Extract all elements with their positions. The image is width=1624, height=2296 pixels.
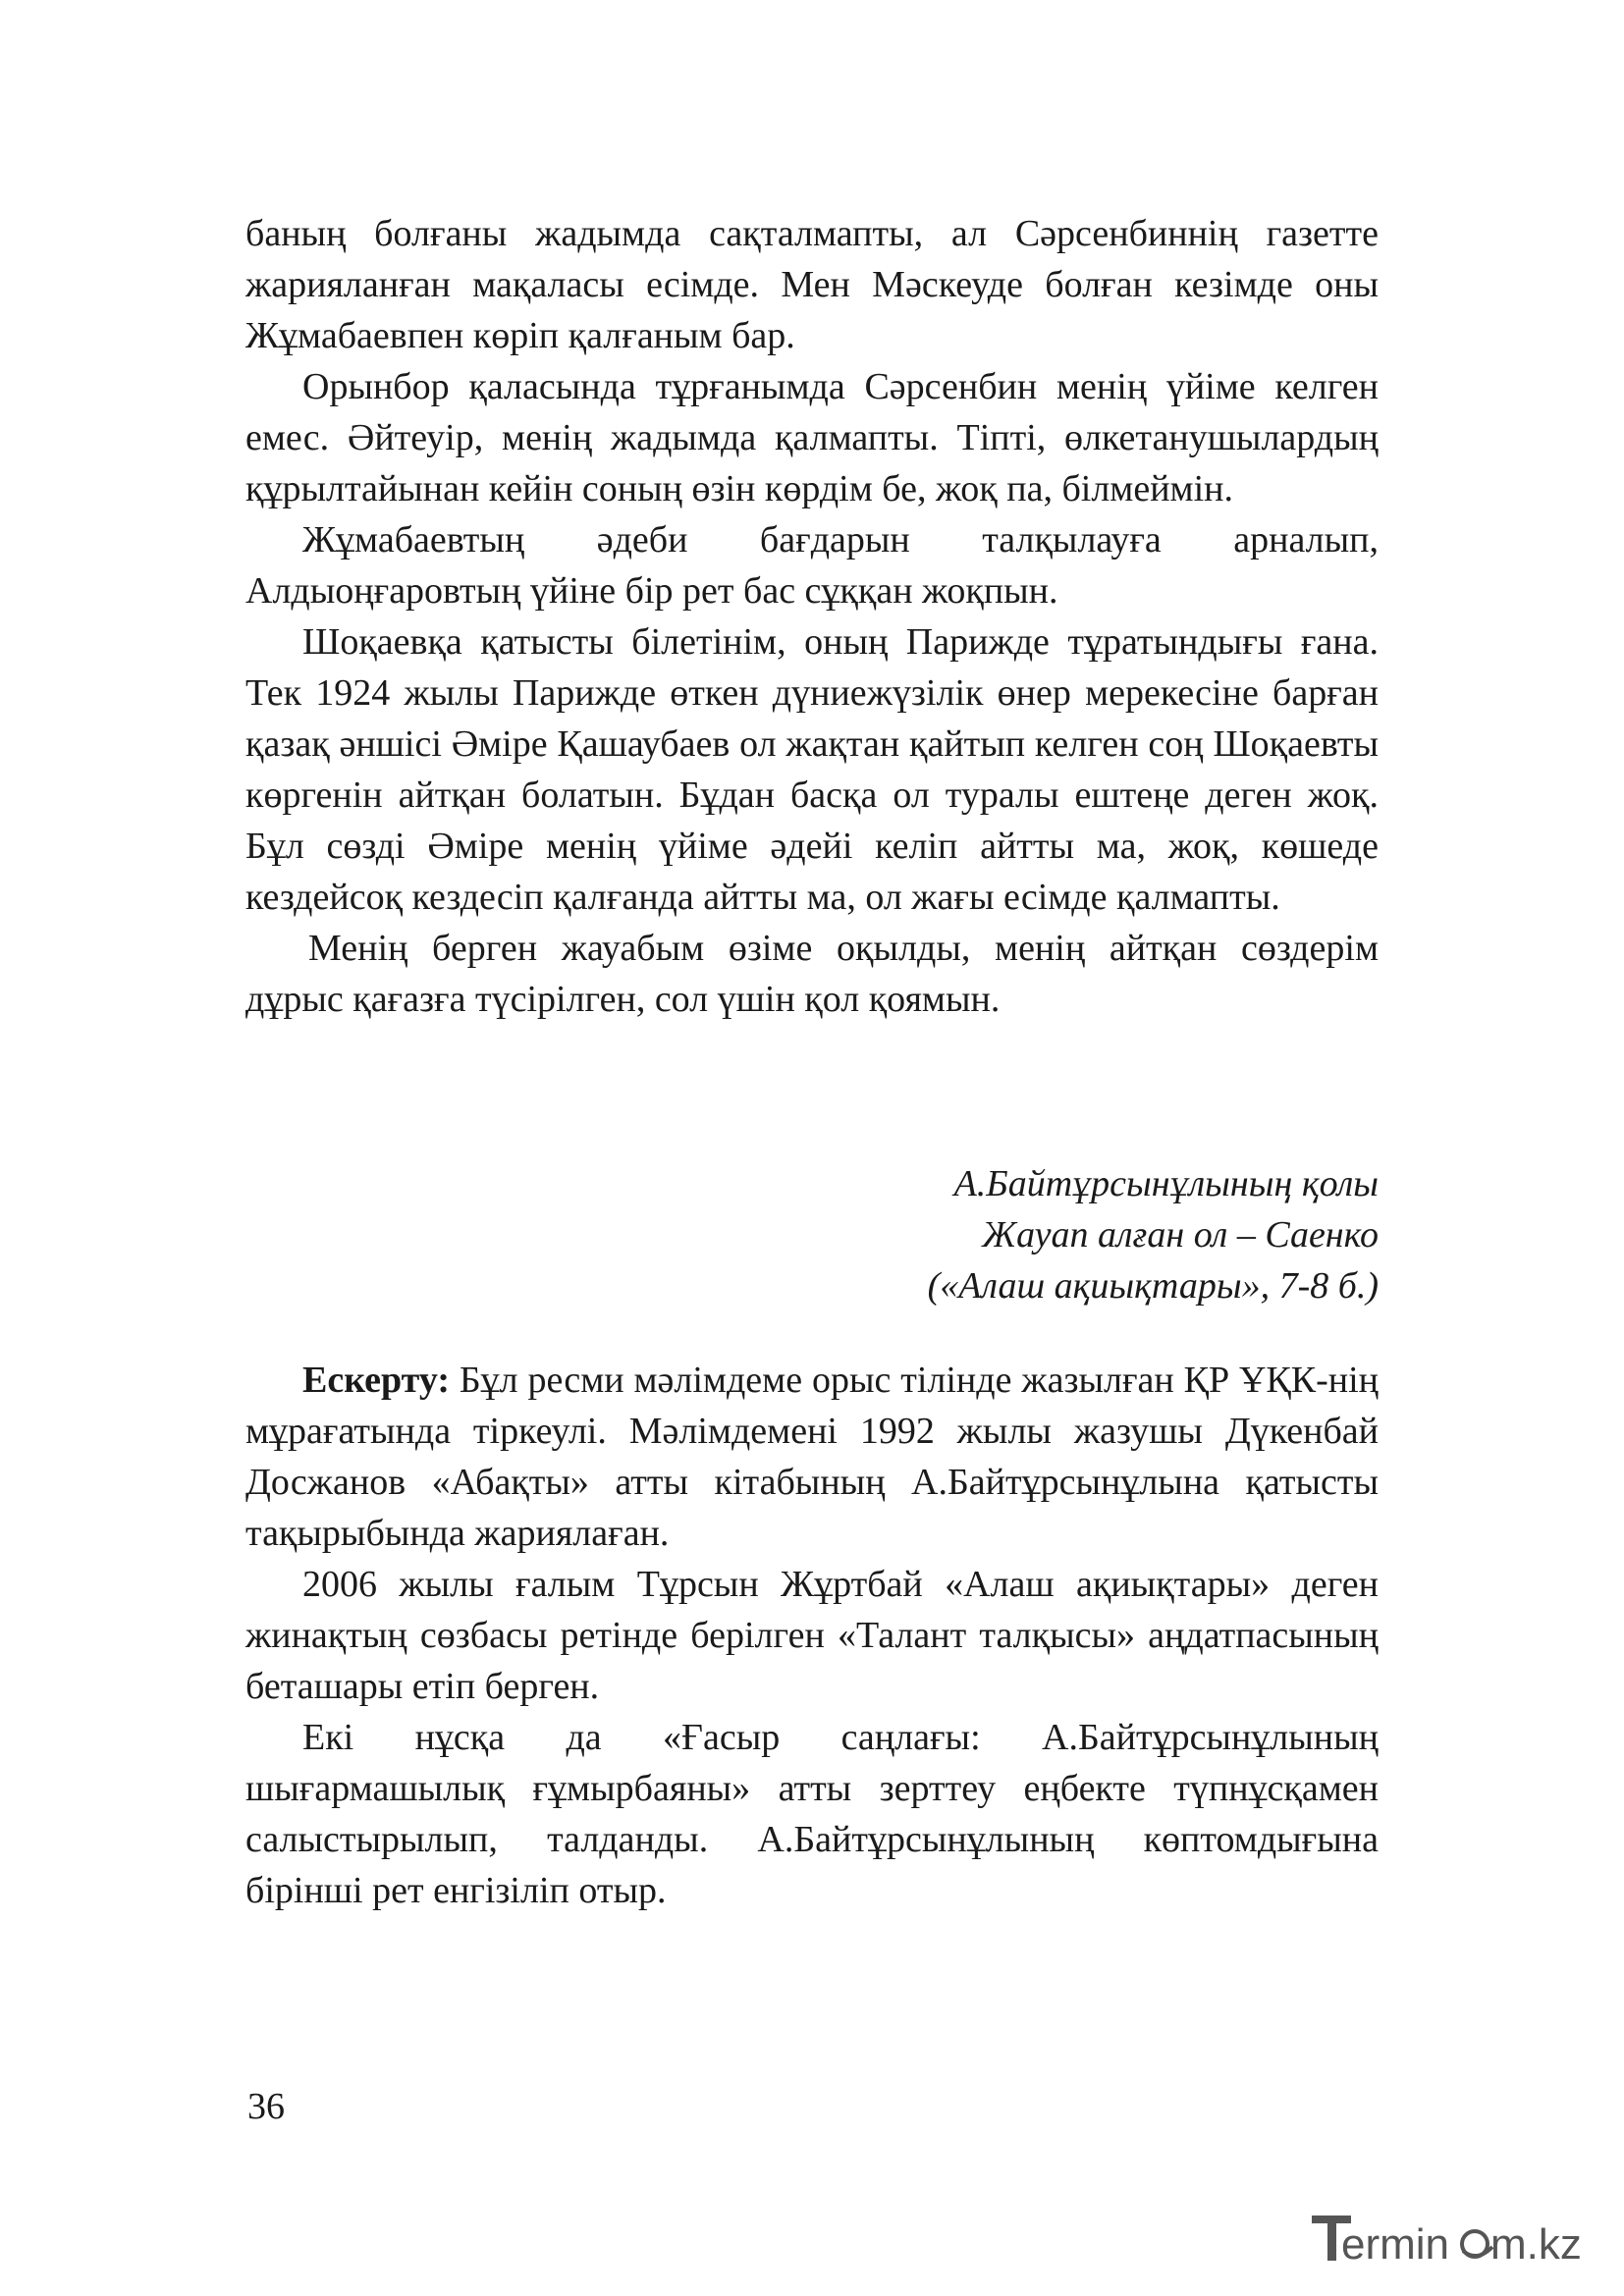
paragraph-continuation: баның болғаны жадымда сақталмапты, ал Сәрсенбиннің газетте жарияланған мақаласы есімде. Мен Мәскеуде болған кезімде оны Жұмабаевпен көріп қалғаным бар. [245,213,1379,356]
note-paragraph-2006: 2006 жылы ғалым Тұрсын Жұртбай «Алаш ақиықтары» деген жинақтың сөзбасы ретінде берілген «Талант талқысы» аңдатпасының беташары етіп берген. [245,1564,1379,1707]
terminkom-logo-icon [1304,2202,1598,2270]
paragraph-orynbor: Орынбор қаласында тұрғанымда Сәрсенбин менің үйіме келген емес. Әйтеуір, менің жадымда қалмапты. Тіпті, өлкетанушылардың құрылтайынан кейін соның өзін көрдім бе, жоқ па, білмеймін. [245,366,1379,509]
paragraph-signature-statement: Менің берген жауабым өзіме оқылды, менің айтқан сөздерім дұрыс қағазға түсірілген, сол үшін қол қоямын. [245,928,1379,1020]
note-paragraph-first [245,1355,1379,1559]
page-number: 36 [247,2086,285,2127]
terminkom-watermark [1304,2202,1598,2270]
note-label: Ескерту: [302,1360,450,1401]
source-citation: («Алаш ақиықтары», 7-8 б.) [927,1265,1379,1307]
note-paragraph-versions: Екі нұсқа да «Ғасыр саңлағы: А.Байтұрсынұлының шығармашылық ғұмырбаяны» атты зерттеу еңбекте түпнұсқамен салыстырылып, талданды. А.Байтұрсынұлының көптомдығына бірінші рет енгізіліп отыр. [245,1717,1379,1911]
paragraph-shokaev: Шоқаевқа қатысты білетінім, оның Парижде тұратындығы ғана. Тек 1924 жылы Парижде өткен дүниежүзілік өнер мерекесіне барған қазақ әншісі Әміре Қашаубаев ол жақтан қайтып келген соң Шоқаевты көргенін айтқан болатын. Бұдан басқа ол туралы ештеңе деген жоқ. Бұл сөзді Әміре менің үйіме әдейі келіп айтты ма, жоқ, көшеде кездейсоқ кездесіп қалғанда айтты ма, ол жағы есімде қалмапты. [245,621,1379,918]
watermark-text-part2: m.kz [1490,2220,1582,2269]
note-first-text: Бұл ресми мәлімдеме орыс тілінде жазылған ҚР ҰҚК-нің мұрағатында тіркеулі. Мәлімдемені 1992 жылы жазушы Дүкенбай Досжанов «Абақты» атты кітабының А.Байтұрсынұлына қатысты тақырыбында жариялаған. [245,1360,1379,1554]
paragraph-zhumabaev: Жұмабаевтың әдеби бағдарын талқылауға арналып, Алдыоңғаровтың үйіне бір рет бас сұққан жоқпын. [245,519,1379,612]
interrogator-line: Жауап алған ол – Саенко [982,1214,1379,1255]
watermark-text-part1: ermin [1341,2220,1450,2269]
signature-line: А.Байтұрсынұлының қолы [953,1163,1379,1204]
signature-block [928,1158,1379,1311]
main-text [245,208,1379,1025]
note-section [245,1355,1379,1916]
